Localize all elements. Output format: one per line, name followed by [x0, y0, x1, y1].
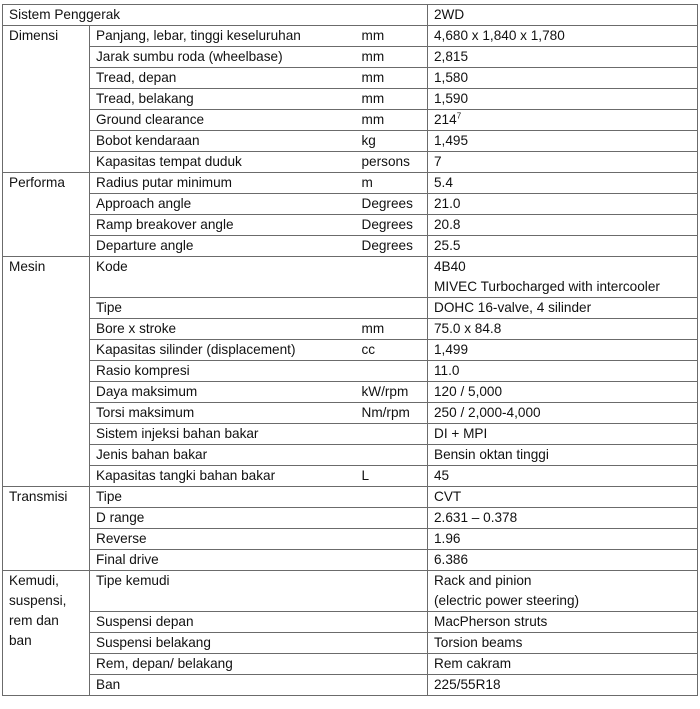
param-value: 20.8	[428, 215, 698, 236]
param-value: 2,815	[428, 47, 698, 68]
param-value: 7	[428, 152, 698, 173]
param-unit	[360, 445, 428, 466]
param-unit	[360, 654, 428, 675]
param-label: Torsi maksimum	[90, 403, 360, 424]
param-label: Approach angle	[90, 194, 360, 215]
table-row	[3, 633, 698, 654]
table-row	[3, 257, 698, 298]
table-row	[3, 675, 698, 696]
param-unit: Nm/rpm	[360, 403, 428, 424]
param-label: Final drive	[90, 550, 360, 571]
param-label: D range	[90, 508, 360, 529]
param-unit: mm	[360, 26, 428, 47]
param-unit	[360, 487, 428, 508]
footnote-marker: 7	[456, 111, 462, 121]
table-row	[3, 215, 698, 236]
param-unit	[360, 633, 428, 654]
param-value: 250 / 2,000-4,000	[428, 403, 698, 424]
param-unit: L	[360, 466, 428, 487]
param-unit	[360, 361, 428, 382]
param-unit	[360, 298, 428, 319]
param-unit: mm	[360, 110, 428, 131]
table-row	[3, 550, 698, 571]
spec-table	[2, 4, 698, 696]
spec-table-body	[3, 5, 698, 696]
table-row	[3, 466, 698, 487]
param-value: 11.0	[428, 361, 698, 382]
table-row	[3, 654, 698, 675]
param-label: Tread, depan	[90, 68, 360, 89]
param-value: Bensin oktan tinggi	[428, 445, 698, 466]
param-value: Torsion beams	[428, 633, 698, 654]
param-label: Kapasitas tangki bahan bakar	[90, 466, 360, 487]
param-unit: Degrees	[360, 215, 428, 236]
param-unit: mm	[360, 89, 428, 110]
table-row	[3, 173, 698, 194]
table-row	[3, 26, 698, 47]
param-value: 1,495	[428, 131, 698, 152]
param-value: 21.0	[428, 194, 698, 215]
param-value	[428, 571, 698, 612]
param-value: 225/55R18	[428, 675, 698, 696]
table-row	[3, 194, 698, 215]
param-label: Rem, depan/ belakang	[90, 654, 360, 675]
param-value-line: (electric power steering)	[434, 593, 580, 608]
param-label: Jarak sumbu roda (wheelbase)	[90, 47, 360, 68]
param-label: Sistem injeksi bahan bakar	[90, 424, 360, 445]
group-mesin: Mesin	[3, 257, 90, 487]
table-row	[3, 131, 698, 152]
param-unit	[360, 257, 428, 298]
param-unit	[360, 529, 428, 550]
param-unit	[360, 571, 428, 612]
param-unit: cc	[360, 340, 428, 361]
table-row	[3, 89, 698, 110]
table-row	[3, 571, 698, 612]
param-label: Suspensi depan	[90, 612, 360, 633]
param-value: 1,580	[428, 68, 698, 89]
table-row	[3, 445, 698, 466]
group-label-line: rem dan	[9, 613, 59, 628]
param-value: 120 / 5,000	[428, 382, 698, 403]
param-label: Reverse	[90, 529, 360, 550]
param-value: 45	[428, 466, 698, 487]
param-value: MacPherson struts	[428, 612, 698, 633]
param-value: 1,499	[428, 340, 698, 361]
param-label: Kapasitas silinder (displacement)	[90, 340, 360, 361]
table-row	[3, 403, 698, 424]
param-label: Suspensi belakang	[90, 633, 360, 654]
table-row	[3, 508, 698, 529]
table-row	[3, 424, 698, 445]
group-transmisi: Transmisi	[3, 487, 90, 571]
param-value: 2.631 – 0.378	[428, 508, 698, 529]
group-label-line: ban	[9, 633, 32, 648]
param-unit	[360, 508, 428, 529]
table-row	[3, 110, 698, 131]
param-unit	[360, 550, 428, 571]
param-value-line: MIVEC Turbocharged with intercooler	[434, 279, 660, 294]
group-kemudi	[3, 571, 90, 696]
param-label: Ban	[90, 675, 360, 696]
table-row	[3, 382, 698, 403]
table-row	[3, 298, 698, 319]
param-label: Daya maksimum	[90, 382, 360, 403]
table-row	[3, 47, 698, 68]
param-unit: m	[360, 173, 428, 194]
param-label: Ground clearance	[90, 110, 360, 131]
param-label: Ramp breakover angle	[90, 215, 360, 236]
param-label: Radius putar minimum	[90, 173, 360, 194]
param-value: 75.0 x 84.8	[428, 319, 698, 340]
param-value: Rem cakram	[428, 654, 698, 675]
param-value-line: Rack and pinion	[434, 573, 532, 588]
param-unit: Degrees	[360, 236, 428, 257]
table-row	[3, 5, 698, 26]
param-value: DI + MPI	[428, 424, 698, 445]
param-label: Jenis bahan bakar	[90, 445, 360, 466]
table-row	[3, 152, 698, 173]
table-row	[3, 340, 698, 361]
group-performa: Performa	[3, 173, 90, 257]
param-value-text: 214	[434, 112, 457, 127]
group-label-line: suspensi,	[9, 593, 67, 608]
param-unit: kW/rpm	[360, 382, 428, 403]
table-row	[3, 361, 698, 382]
header-label: Sistem Penggerak	[3, 5, 428, 26]
param-value: 5.4	[428, 173, 698, 194]
param-value: 1.96	[428, 529, 698, 550]
param-value: 4,680 x 1,840 x 1,780	[428, 26, 698, 47]
param-value: 1,590	[428, 89, 698, 110]
param-unit: kg	[360, 131, 428, 152]
table-row	[3, 487, 698, 508]
param-label: Tread, belakang	[90, 89, 360, 110]
param-value: DOHC 16-valve, 4 silinder	[428, 298, 698, 319]
param-unit: mm	[360, 68, 428, 89]
param-value-line: 4B40	[434, 259, 466, 274]
param-unit	[360, 675, 428, 696]
param-label: Tipe	[90, 298, 360, 319]
group-label-line: Kemudi,	[9, 573, 59, 588]
param-label: Tipe	[90, 487, 360, 508]
table-row	[3, 319, 698, 340]
param-label: Kapasitas tempat duduk	[90, 152, 360, 173]
table-row	[3, 236, 698, 257]
table-row	[3, 68, 698, 89]
param-label: Panjang, lebar, tinggi keseluruhan	[90, 26, 360, 47]
param-value: 6.386	[428, 550, 698, 571]
table-row	[3, 612, 698, 633]
param-label: Tipe kemudi	[90, 571, 360, 612]
param-unit	[360, 612, 428, 633]
param-value	[428, 257, 698, 298]
param-value	[428, 110, 698, 131]
param-unit: mm	[360, 47, 428, 68]
group-dimensi: Dimensi	[3, 26, 90, 173]
param-label: Bobot kendaraan	[90, 131, 360, 152]
table-row	[3, 529, 698, 550]
param-unit: Degrees	[360, 194, 428, 215]
param-label: Departure angle	[90, 236, 360, 257]
param-label: Bore x stroke	[90, 319, 360, 340]
param-value: 25.5	[428, 236, 698, 257]
param-unit	[360, 424, 428, 445]
header-value: 2WD	[428, 5, 698, 26]
param-label: Kode	[90, 257, 360, 298]
param-label: Rasio kompresi	[90, 361, 360, 382]
param-value: CVT	[428, 487, 698, 508]
param-unit: persons	[360, 152, 428, 173]
param-unit: mm	[360, 319, 428, 340]
